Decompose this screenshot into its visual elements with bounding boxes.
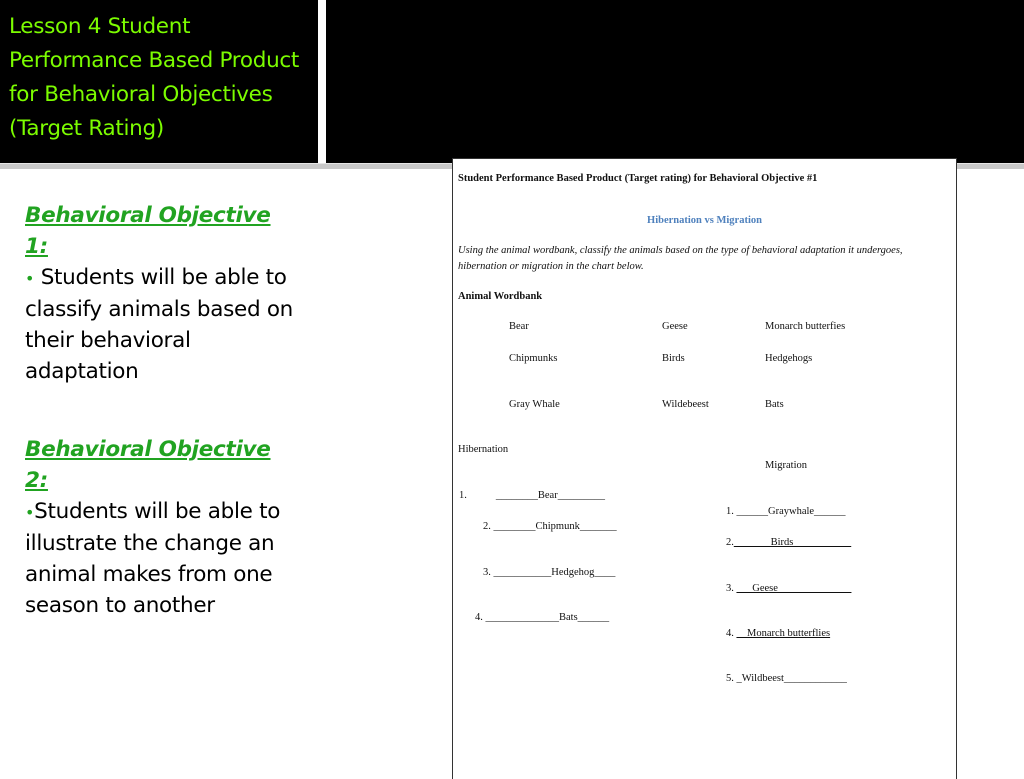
- header-divider: [318, 0, 326, 163]
- wordbank-cell: Geese: [662, 321, 688, 332]
- migration-item: [726, 628, 830, 639]
- document-heading: Student Performance Based Product (Target rating) for Behavioral Objective #1: [458, 173, 818, 184]
- hibernation-item-number: 1.: [459, 490, 467, 501]
- hibernation-item: [483, 521, 617, 532]
- objective-2-text: Students will be able to illustrate the change an animal makes from one season to another: [25, 499, 281, 618]
- migration-item-answer: _______Birds___________: [733, 537, 852, 548]
- wordbank-cell: Bats: [765, 399, 784, 410]
- migration-item-answer: ___Geese______________: [736, 583, 852, 594]
- migration-item: [726, 506, 846, 517]
- hibernation-item: [483, 567, 615, 578]
- hibernation-item: [459, 490, 605, 501]
- migration-item-text: 4.: [726, 628, 737, 639]
- document-subtitle: Hibernation vs Migration: [647, 215, 762, 226]
- bullet-icon: •: [25, 503, 35, 522]
- wordbank-cell: Wildebeest: [662, 399, 709, 410]
- objective-2-heading: Behavioral Objective 2:: [25, 437, 271, 493]
- wordbank-cell: Chipmunks: [509, 353, 558, 364]
- migration-item-text: 3.: [726, 583, 737, 594]
- migration-item: [726, 537, 851, 548]
- hibernation-item-answer: ________Bear_________: [495, 490, 605, 501]
- objective-1: [25, 200, 295, 387]
- objective-1-text: Students will be able to classify animals based on their behavioral adaptation: [25, 265, 294, 384]
- objective-2-body: [25, 496, 295, 621]
- document-instructions: Using the animal wordbank, classify the animals based on the type of behavioral adaptation it undergoes, hibernation or migration in the chart below.: [458, 245, 903, 272]
- hibernation-item-number: 3.: [483, 567, 491, 578]
- hibernation-item-answer: ________Chipmunk_______: [493, 521, 617, 532]
- wordbank-cell: Monarch butterfies: [765, 321, 846, 332]
- objective-2: [25, 434, 295, 621]
- migration-label: Migration: [765, 460, 807, 471]
- migration-item-answer: __Monarch butterflies: [736, 628, 831, 639]
- slide-title: Lesson 4 Student Performance Based Product for Behavioral Objectives (Target Rating): [9, 14, 300, 141]
- objective-1-heading: Behavioral Objective 1:: [25, 203, 271, 259]
- migration-item: [726, 673, 847, 684]
- wordbank-label: Animal Wordbank: [458, 291, 543, 302]
- hibernation-item-number: 4.: [475, 612, 483, 623]
- migration-item-text: 1. ______Graywhale______: [726, 506, 846, 517]
- objective-1-body: [25, 262, 295, 387]
- wordbank-cell: Gray Whale: [509, 399, 560, 410]
- wordbank-cell: Hedgehogs: [765, 353, 813, 364]
- hibernation-item-number: 2.: [483, 521, 491, 532]
- hibernation-item-answer: ______________Bats______: [485, 612, 610, 623]
- migration-item-text: 2.: [726, 537, 734, 548]
- wordbank-cell: Bear: [509, 321, 529, 332]
- objectives-column: [25, 200, 295, 621]
- migration-item-text: 5. _Wildbeest____________: [726, 673, 847, 684]
- wordbank-cell: Birds: [662, 353, 685, 364]
- worksheet-document: [452, 158, 957, 779]
- hibernation-item: [475, 612, 609, 623]
- hibernation-label: Hibernation: [458, 444, 509, 455]
- migration-item: [726, 583, 851, 594]
- bullet-icon: •: [25, 269, 35, 288]
- hibernation-item-answer: ___________Hedgehog____: [493, 567, 616, 578]
